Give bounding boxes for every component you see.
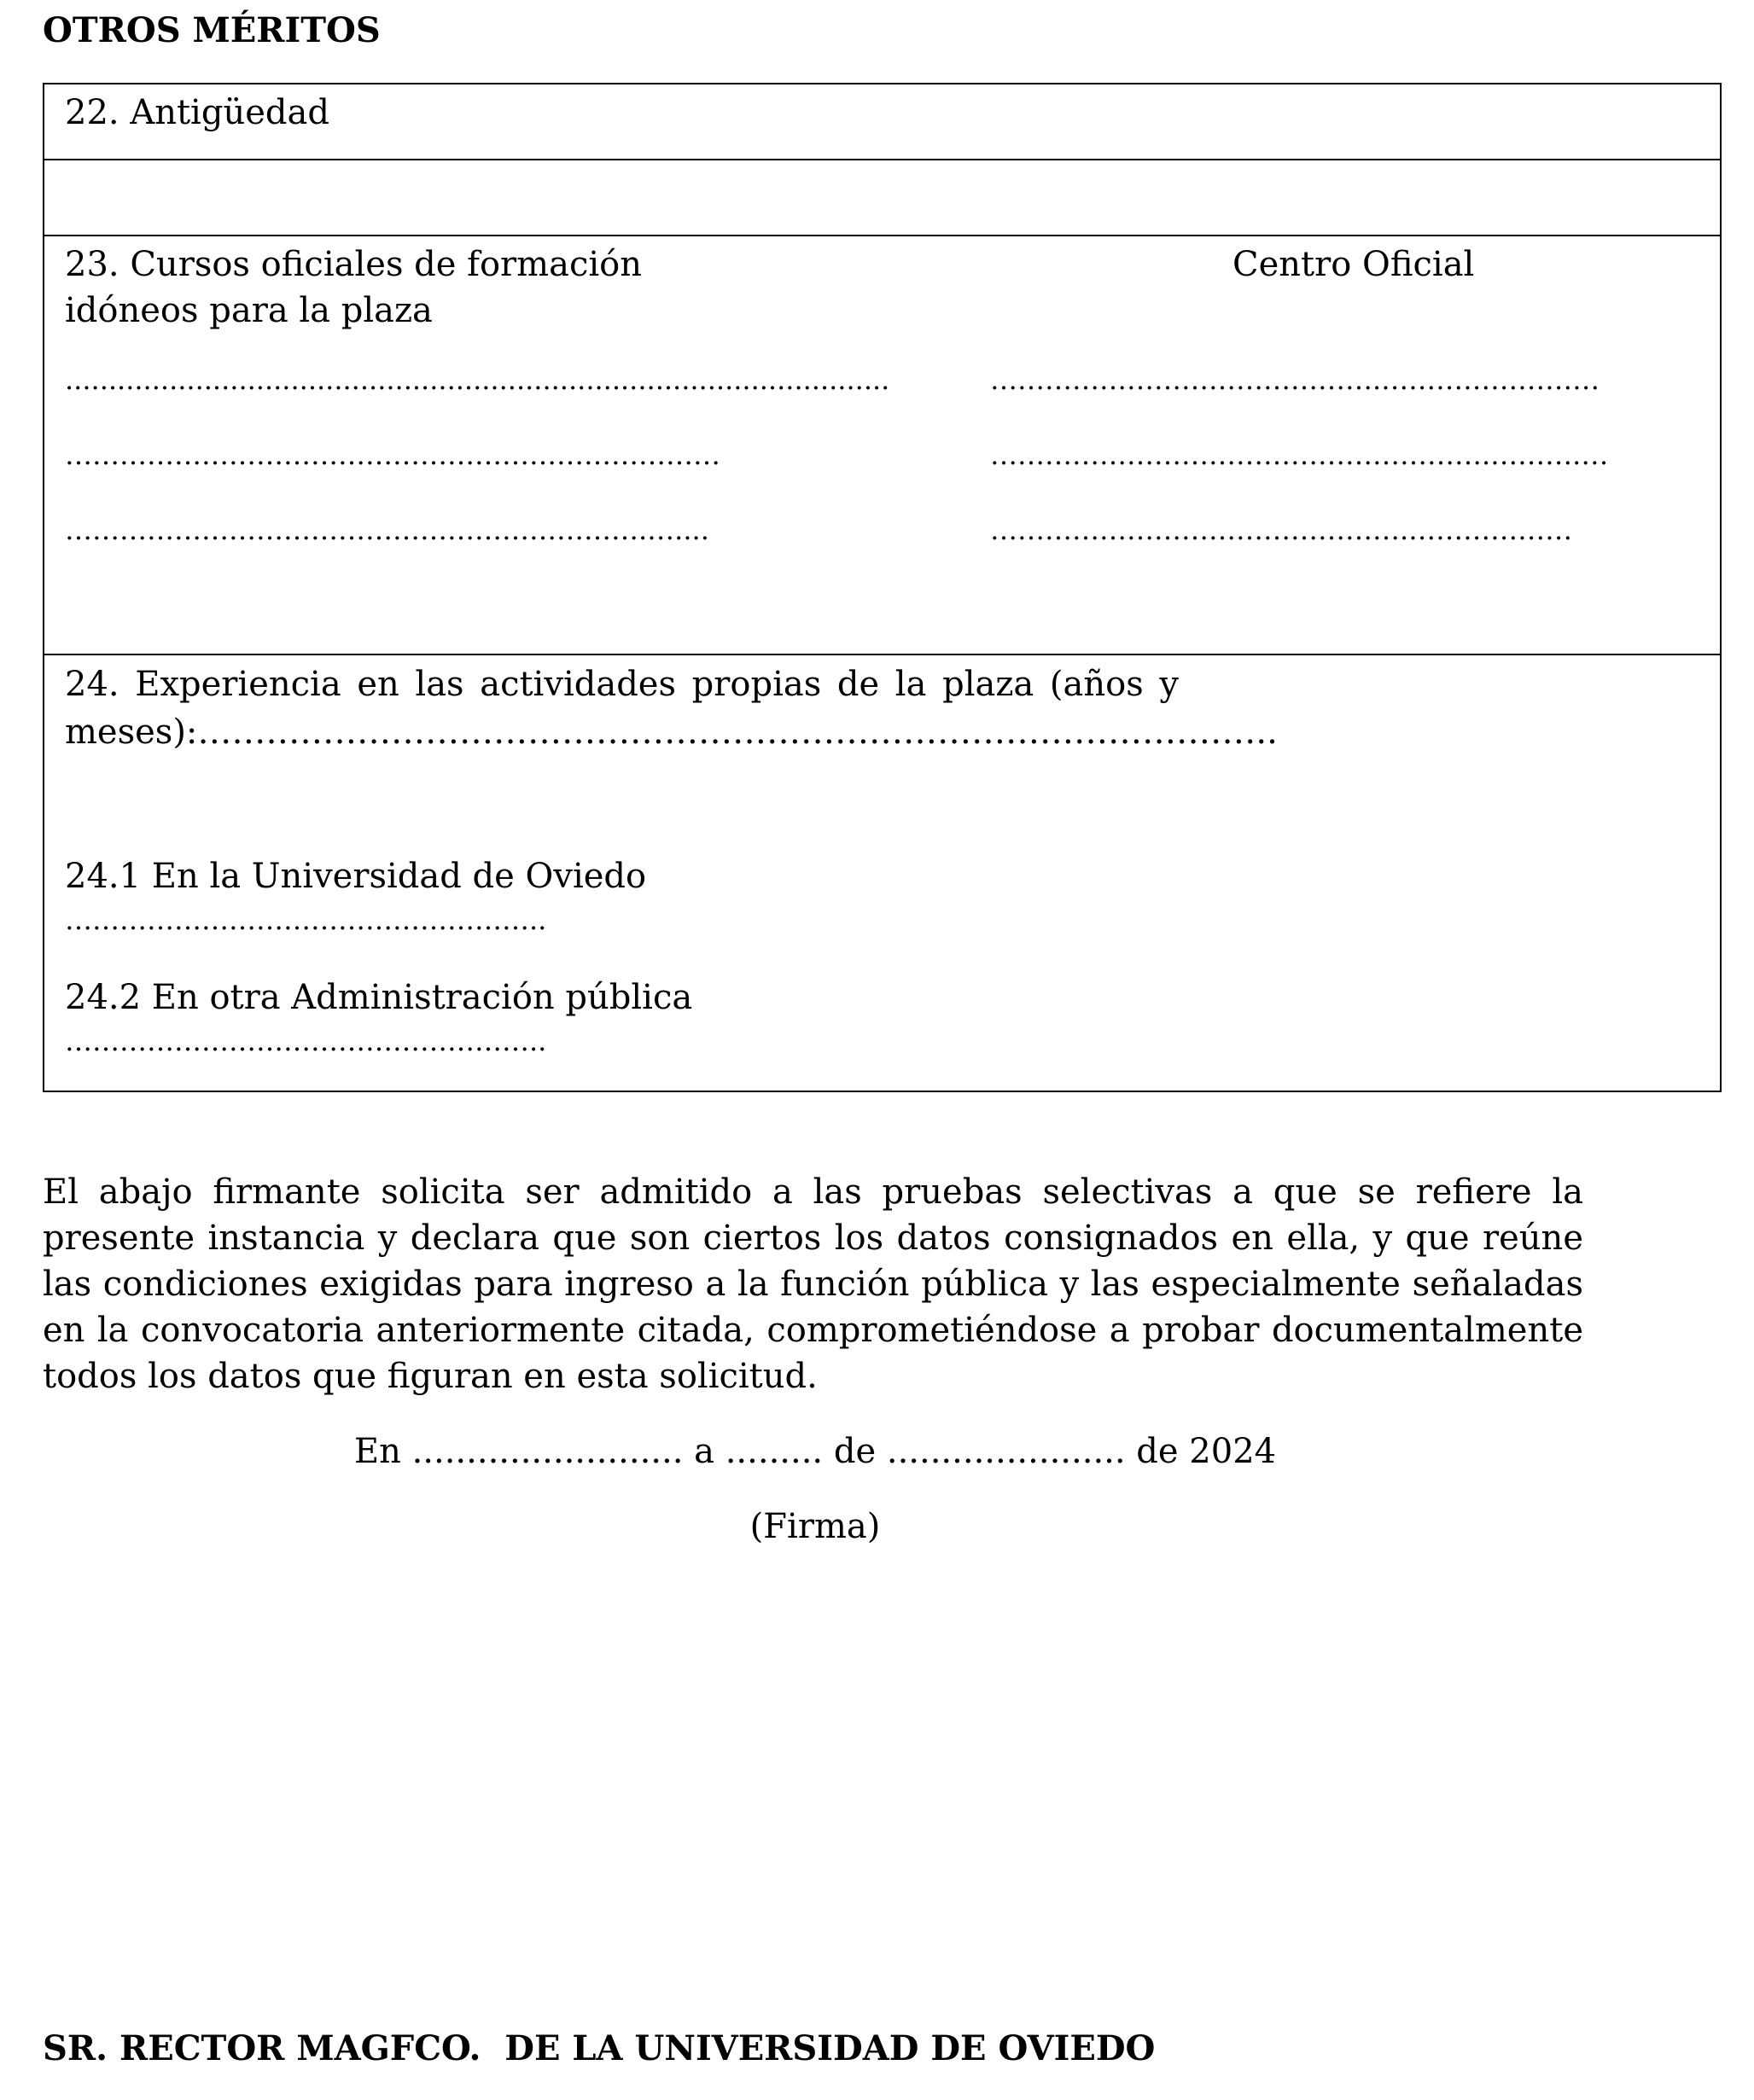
curso-field-1[interactable]: ...............................................................................................: [65, 364, 890, 396]
universidad-oviedo-label: 24.1 En la Universidad de Oviedo: [65, 857, 647, 896]
experiencia-label: 24. Experiencia en las actividades propias de la plaza (años y meses):…………………………………………………………………………………..: [65, 665, 1278, 752]
addressee: SR. RECTOR MAGFCO. DE LA UNIVERSIDAD DE OVIEDO: [43, 2028, 1156, 2068]
signature-label: (Firma): [749, 1507, 881, 1546]
antiguedad-label: 22. Antigüedad: [65, 93, 329, 132]
otra-administracion-label: 24.2 En otra Administración pública: [65, 978, 693, 1017]
centro-field-1[interactable]: …………………………………….……………………: [990, 364, 1600, 396]
row-antiguedad-entry[interactable]: [44, 160, 1720, 236]
curso-field-2[interactable]: ………………………………………………………………: [65, 439, 720, 471]
centro-oficial-label: Centro Oficial: [1232, 245, 1475, 284]
row-cursos-oficiales: [44, 236, 1720, 655]
curso-field-3[interactable]: ……………………………………………………….…....: [65, 514, 709, 546]
row-antiguedad: [44, 84, 1720, 160]
declaration-paragraph: El abajo firmante solicita ser admitido a las pruebas selectivas a que se refiere la presente instancia y declara que son ciertos los datos consignados en ella, y que reúne las condiciones exigidas para ingreso a la función pública y las especialmente señaladas en la convocatoria anteriormente citada, comprometiéndose a probar documentalmente todos los datos que figuran en esta solicitud.: [43, 1172, 1583, 1396]
centro-field-3[interactable]: ……………………………………….………………: [990, 514, 1573, 546]
merits-form-table: [43, 83, 1722, 1092]
otra-administracion-field[interactable]: ……………………………………………..: [65, 1025, 547, 1057]
cursos-label: 23. Cursos oficiales de formación idóneos para la plaza: [65, 245, 642, 330]
date-place-line[interactable]: En ......................... a ......... de ...................... de 2024: [353, 1432, 1277, 1471]
section-title: OTROS MÉRITOS: [43, 10, 381, 50]
centro-field-2[interactable]: ……………………………………………….……….…: [990, 439, 1609, 471]
universidad-oviedo-field[interactable]: ……………………………………………..: [65, 904, 547, 936]
row-experiencia: [44, 655, 1720, 1092]
